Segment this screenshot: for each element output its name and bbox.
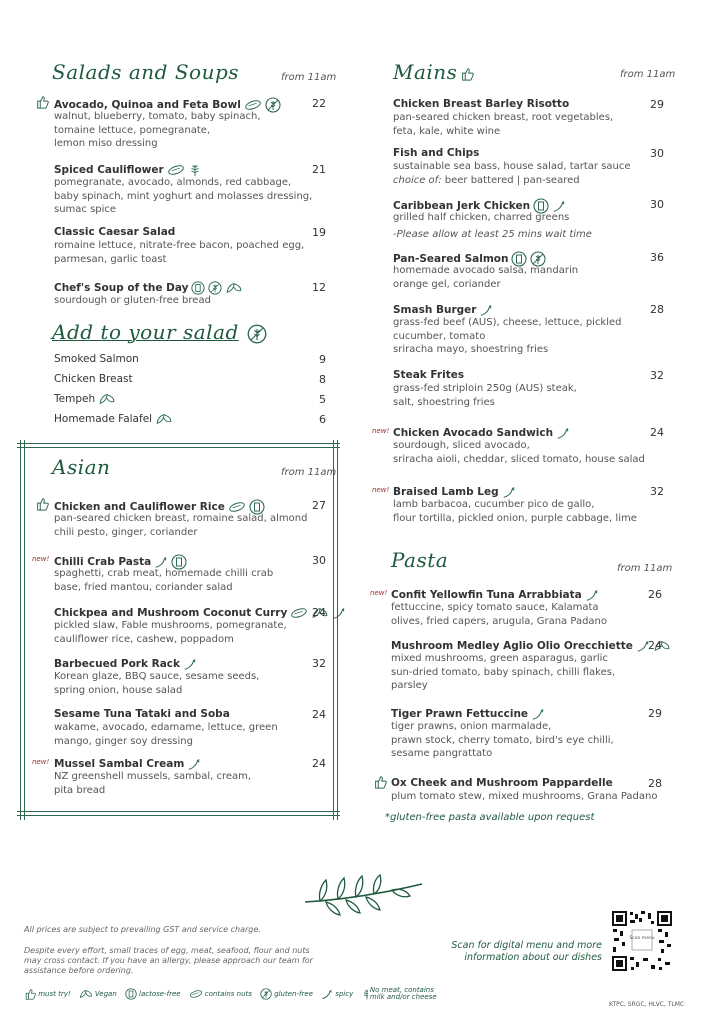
item-name: Avocado, Quinoa and Feta Bowl [54,97,281,113]
item-name: Smash Burger [393,303,493,317]
item-name: Steak Frites [393,369,465,381]
allergy-note: Despite every effort, small traces of egg, meat, seafood, flour and nuts may cross contact. If you have an allergy, please approach our team for assistance before ordering. [24,946,313,975]
item-desc: wakame, avocado, edamame, lettuce, green mango, ginger soy dressing [54,722,278,747]
item-name: Caribbean Jerk Chicken [393,198,566,214]
addon-item: Tempeh [54,393,116,405]
item-name: Chicken Breast Barley Risotto [393,98,570,110]
asian-frame-left-2 [24,440,25,820]
item-desc: romaine lettuce, nitrate-free bacon, poached egg, parmesan, garlic toast [54,240,305,265]
item-price: 30 [312,554,326,567]
item-desc: Korean glaze, BBQ sauce, sesame seeds, spring onion, house salad [54,671,260,696]
legend-item: No meat, contains milk and/or cheese [361,987,441,1001]
item-price: 30 [650,198,664,211]
item-name: Chilli Crab Pasta [54,554,187,570]
chilli-icon [321,988,333,1000]
milk-icon [191,281,205,295]
addon-price: 8 [319,373,326,386]
item-price: 36 [650,251,664,264]
item-desc: grilled half chicken, charred greens [393,212,570,223]
item-price: 21 [312,163,326,176]
item-price: 19 [312,226,326,239]
asian-frame-bottom [17,811,340,812]
item-price: 32 [312,657,326,670]
item-price: 32 [650,485,664,498]
addon-item: Homemade Falafel [54,413,173,425]
leaf-icon [225,282,243,294]
thumb-icon [460,67,474,81]
thumb-icon [24,988,36,1000]
new-tag: new! [370,589,388,597]
addon-price: 5 [319,393,326,406]
nut-icon [167,164,185,176]
leaf-icon [98,393,116,405]
item-desc: pan-seared chicken breast, romaine salad, almond chili pesto, ginger, coriander [54,513,308,538]
item-desc: sourdough or gluten-free bread [54,295,211,306]
chilli-icon [585,588,599,602]
mains-from: from 11am [620,69,676,80]
addon-item: Smoked Salmon [54,353,139,365]
item-name: Tiger Prawn Fettuccine [391,707,545,721]
item-name: Fish and Chips [393,147,480,159]
chilli-icon [187,757,201,771]
item-name: Classic Caesar Salad [54,226,176,238]
item-price: 24 [648,639,662,652]
asian-from: from 11am [281,467,337,478]
item-desc: grass-fed striploin 250g (AUS) steak, salt, shoestring fries [393,383,577,408]
item-price: 24 [312,606,326,619]
item-desc: sustainable sea bass, house salad, tartar sauce choice of: beer battered | pan-seared [393,161,631,186]
new-tag: new! [32,555,50,563]
item-desc: fettuccine, spicy tomato sauce, Kalamata olives, fried capers, arugula, Grana Padano [391,602,608,627]
item-desc: pickled slaw, Fable mushrooms, pomegranate, cauliflower rice, cashew, poppadom [54,620,287,645]
gst-note: All prices are subject to prevailing GST and service charge. [24,925,261,934]
item-desc: NZ greenshell mussels, sambal, cream, pita bread [54,771,252,796]
addon-item: Chicken Breast [54,373,133,385]
item-name: Braised Lamb Leg [393,485,516,499]
item-desc: mixed mushrooms, green asparagus, garlic sun-dried tomato, baby spinach, chilli flakes, parsley [391,653,616,691]
thumb-icon [35,95,49,109]
item-name: Confit Yellowfin Tuna Arrabbiata [391,588,599,602]
item-price: 30 [650,147,664,160]
wait-note: -Please allow at least 25 mins wait time [393,229,592,240]
mains-title: Mains [393,60,474,84]
wheat-icon [247,324,267,344]
item-name: Sesame Tuna Tataki and Soba [54,708,230,720]
item-name: Pan-Seared Salmon [393,251,546,267]
nut-icon [189,989,203,999]
legend-item: contains nuts [189,987,252,1001]
salads-title: Salads and Soups [52,60,240,84]
item-price: 24 [650,426,664,439]
item-name: Spiced Cauliflower [54,163,202,177]
legend-item: spicy [321,987,353,1001]
item-price: 26 [648,588,662,601]
pasta-title: Pasta [391,548,449,572]
item-price: 32 [650,369,664,382]
thumb-icon [373,775,387,789]
qr-code[interactable] [611,910,673,972]
item-price: 29 [650,98,664,111]
asian-frame-bottom-2 [17,815,340,816]
location-codes: KTPC, SRGC, HLVC, TLMC [609,1001,685,1008]
item-price: 12 [312,281,326,294]
item-price: 24 [312,708,326,721]
pasta-from: from 11am [617,563,673,574]
asian-title: Asian [52,455,111,479]
item-desc: pan-seared chicken breast, root vegetables, feta, kale, white wine [393,112,614,137]
wheat-icon [208,281,222,295]
herb-icon [188,163,202,177]
chilli-icon [183,657,197,671]
legend-item: gluten-free [260,987,313,1001]
qr-code-icon [611,910,673,972]
item-name: Chicken and Cauliflower Rice [54,499,265,515]
asian-frame-right [333,440,334,820]
qr-label: Scan menu [629,936,655,941]
asian-frame-right-2 [337,440,338,820]
item-price: 24 [312,757,326,770]
item-price: 29 [648,707,662,720]
thumb-icon [35,497,49,511]
herb-icon [361,988,367,1000]
leaf-branch-icon [300,872,430,917]
salads-from: from 11am [281,72,337,83]
item-desc: lamb barbacoa, cucumber pico de gallo, flour tortilla, pickled onion, purple cabbage, lime [393,499,637,524]
item-desc: sourdough, sliced avocado, sriracha aioli, cheddar, sliced tomato, house salad [393,440,645,465]
item-price: 22 [312,97,326,110]
chilli-icon [332,606,346,620]
chilli-icon [502,485,516,499]
asian-frame-top [17,443,340,444]
chilli-icon [479,303,493,317]
milk-icon [125,988,137,1000]
wheat-icon [260,988,272,1000]
item-desc: spaghetti, crab meat, homemade chilli crab base, fried mantou, coriander salad [54,568,274,593]
scan-note: Scan for digital menu and more information about our dishes [451,940,602,963]
addon-price: 9 [319,353,326,366]
item-desc: pomegranate, avocado, almonds, red cabbage, baby spinach, mint yoghurt and molasses dressing, sumac spice [54,177,313,215]
legend-item: lactose-free [125,987,181,1001]
item-name: Chef's Soup of the Day [54,281,243,295]
item-desc: grass-fed beef (AUS), cheese, lettuce, pickled cucumber, tomato sriracha mayo, shoestring fries [393,317,622,355]
gluten-free-footnote: *gluten-free pasta available upon request [385,812,595,823]
addon-price: 6 [319,413,326,426]
chilli-icon [556,426,570,440]
item-price: 27 [312,499,326,512]
item-price: 28 [648,777,662,790]
legend-item: must try! [24,987,71,1001]
item-name: Barbecued Pork Rack [54,657,197,671]
new-tag: new! [32,758,50,766]
item-price: 28 [650,303,664,316]
leaf-icon [155,413,173,425]
item-name: Ox Cheek and Mushroom Pappardelle [391,777,613,789]
chilli-icon [531,707,545,721]
new-tag: new! [372,486,390,494]
addon-title: Add to your salad [52,320,267,344]
asian-frame-top-2 [17,447,340,448]
item-name: Mushroom Medley Aglio Olio Orecchiette [391,639,671,653]
item-desc: walnut, blueberry, tomato, baby spinach, tomaine lettuce, pomegranate, lemon miso dressing [54,111,261,149]
item-desc: plum tomato stew, mixed mushrooms, Grana Padano [391,791,658,802]
new-tag: new! [372,427,390,435]
item-name: Mussel Sambal Cream [54,757,201,771]
item-name: Chicken Avocado Sandwich [393,426,570,440]
wheat-icon [265,97,281,113]
legend-item: Vegan [79,987,117,1001]
item-name: Chickpea and Mushroom Coconut Curry [54,606,346,620]
asian-frame-left [20,440,21,820]
legend [24,987,449,1001]
item-desc: tiger prawns, onion marmalade, prawn stock, cherry tomato, bird's eye chilli, sesame pangrattato [391,721,614,759]
leaf-icon [79,989,93,999]
item-desc: homemade avocado salsa, mandarin orange gel, coriander [393,265,579,290]
